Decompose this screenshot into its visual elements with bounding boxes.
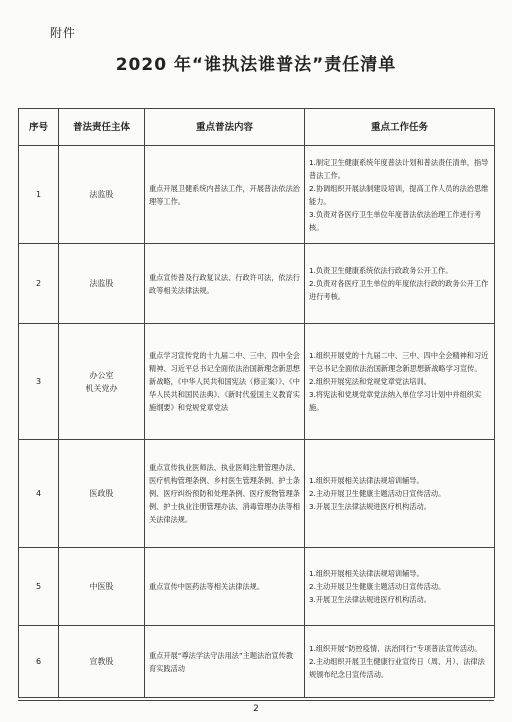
row-number: 1 (19, 146, 59, 244)
task-item: 1.组织开展党的十九届二中、三中、四中全会精神和习近平总书记全面依法治国新理念新思想新战略学习宣传。 (309, 351, 489, 373)
row-content: 重点宣传普及行政复议法、行政许可法，依法行政等相关法律法规。 (145, 244, 305, 324)
row-number: 6 (19, 626, 59, 698)
row-content: 重点开展卫健系统内普法工作，开展普法依法治理等工作。 (145, 146, 305, 244)
table-header-row (19, 109, 495, 146)
table-row (19, 626, 495, 698)
row-tasks (305, 324, 495, 440)
row-subject: 法监股 (59, 146, 145, 244)
table-row (19, 146, 495, 244)
task-item: 2.主动组织开展卫生健康行业宣传日（周、月）、法律法规颁布纪念日宣传活动。 (309, 657, 485, 679)
row-tasks (305, 244, 495, 324)
task-item: 2.主动开展卫生健康主题活动日宣传活动。 (309, 582, 446, 591)
task-item: 2.负责对各医疗卫生单位的年度依法行政的政务公开工作进行考核。 (309, 279, 489, 301)
row-subject: 法监股 (59, 244, 145, 324)
task-item: 3.负责对各医疗卫生单位年度普法依法治理工作进行考核。 (309, 209, 482, 232)
table-body (19, 146, 495, 698)
table-row (19, 324, 495, 440)
row-number: 2 (19, 244, 59, 324)
page-number: 2 (253, 704, 259, 714)
page-title: 2020 年“谁执法谁普法”责任清单 (115, 55, 397, 75)
task-item: 1.组织开展“防控疫情、法治同行”专项普法宣传活动。 (309, 644, 482, 653)
task-item: 3.将宪法和党规党章党法纳入单位学习计划中并组织实施。 (309, 390, 482, 412)
row-subject: 中医股 (59, 548, 145, 626)
table-row (19, 440, 495, 548)
task-item: 2.组织开展宪法和党规党章党法培训。 (309, 377, 431, 386)
row-number: 5 (19, 548, 59, 626)
task-item: 1.组织开展相关法律法规培训辅导。 (309, 476, 424, 485)
task-item: 3.开展卫生法律法规进医疗机构活动。 (309, 595, 431, 604)
row-tasks (305, 440, 495, 548)
task-item: 1.负责卫生健康系统依法行政政务公开工作。 (309, 266, 453, 275)
row-subject: 办公室 机关党办 (59, 324, 145, 440)
row-tasks (305, 548, 495, 626)
task-item: 2.主动开展卫生健康主题活动日宣传活动。 (309, 489, 446, 498)
responsibility-table (18, 108, 495, 698)
row-subject: 宣教股 (59, 626, 145, 698)
attachment-label: 附件 (50, 26, 77, 40)
column-header-tasks: 重点工作任务 (305, 109, 495, 146)
column-header-no: 序号 (19, 109, 59, 146)
row-tasks (305, 626, 495, 698)
column-header-content: 重点普法内容 (145, 109, 305, 146)
task-item: 3.开展卫生法律法规进医疗机构活动。 (309, 502, 431, 511)
row-content: 重点开展“尊法学法守法用法”主题法治宣传教育实践活动 (145, 626, 305, 698)
bottom-border (18, 700, 494, 701)
row-tasks (305, 146, 495, 244)
table-row (19, 548, 495, 626)
row-content: 重点宣传中医药法等相关法律法规。 (145, 548, 305, 626)
task-item: 1.制定卫生健康系统年度普法计划和普法责任清单，指导普法工作。 (309, 157, 489, 180)
row-content: 重点学习宣传党的十九届二中、三中、四中全会精神、习近平总书记全面依法治国新理念新思想新战略，《中华人民共和国宪法（修正案）》、《中华人民共和国民法典》、《新时代爱国主义教育实施纲要》和党规党章党法 (145, 324, 305, 440)
row-number: 3 (19, 324, 59, 440)
task-item: 2.协调组织开展法制建设培训，提高工作人员的法治思维能力。 (309, 183, 489, 206)
task-item: 1.组织开展相关法律法规培训辅导。 (309, 569, 424, 578)
row-content: 重点宣传执业医师法、执业医师注册管理办法、医疗机构管理条例、乡村医生管理条例、护士条例、医疗纠纷预防和处理条例、医疗废物管理条例、护士执业注册管理办法、消毒管理办法等相关法律法规。 (145, 440, 305, 548)
column-header-subject: 普法责任主体 (59, 109, 145, 146)
row-subject: 医政股 (59, 440, 145, 548)
table-row (19, 244, 495, 324)
row-number: 4 (19, 440, 59, 548)
